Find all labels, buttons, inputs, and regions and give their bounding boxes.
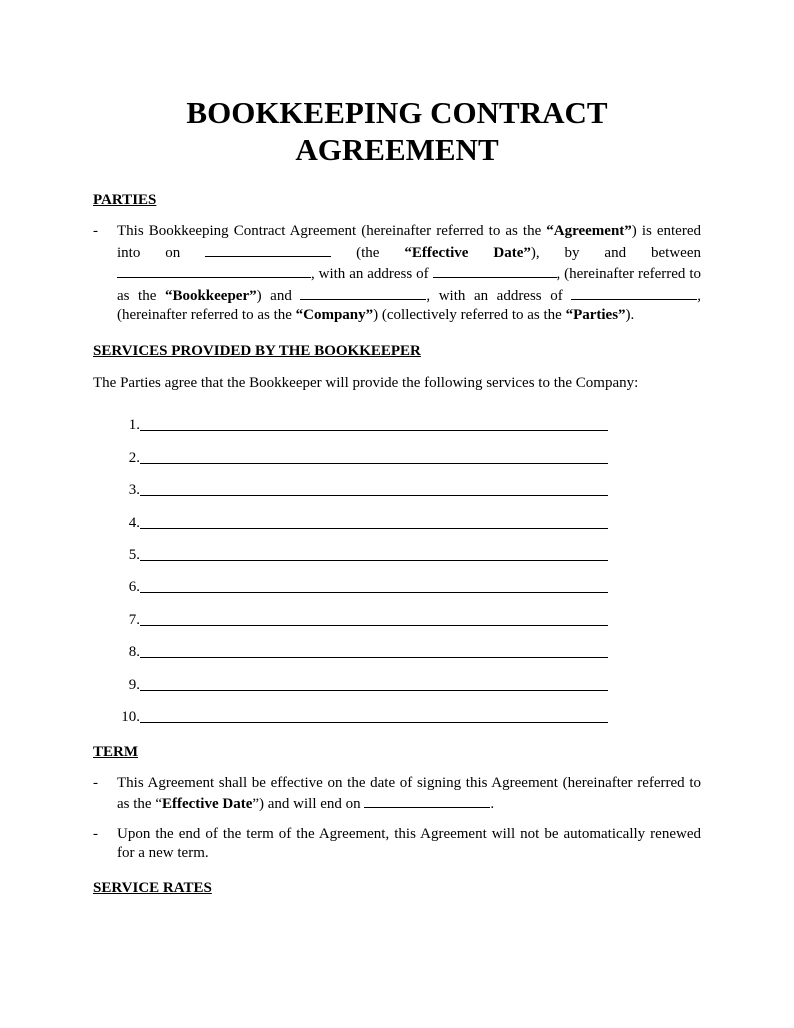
service-item: 1.: [93, 403, 701, 435]
parties-text: This Bookkeeping Contract Agreement (hereinafter referred to as the “Agreement”) is entered into on (the “Effective Date”), by and between , with an address of , (hereinafter referred to as the “Bookkeeper”) and , with an address of , (hereinafter referred to as the “Company”) (collectively referred to as the “Parties”).: [117, 223, 702, 323]
title-line-2: AGREEMENT: [295, 132, 499, 167]
service-rates-heading: SERVICE RATES: [93, 879, 212, 896]
company-address-blank[interactable]: [571, 285, 697, 300]
service-blank-line[interactable]: [140, 418, 608, 431]
service-blank-line[interactable]: [140, 483, 608, 496]
document-title: [93, 94, 701, 168]
service-item: 9.: [93, 662, 701, 694]
service-blank-line[interactable]: [140, 548, 608, 561]
service-item: 4.: [93, 500, 701, 532]
document-page: [93, 0, 701, 897]
service-blank-line[interactable]: [140, 678, 608, 691]
service-blank-line[interactable]: [140, 710, 608, 723]
service-item: 10.: [93, 695, 701, 727]
services-list: [93, 403, 701, 727]
service-item: 8.: [93, 630, 701, 662]
service-item: 3.: [93, 468, 701, 500]
term-text-2: Upon the end of the term of the Agreement, this Agreement will not be automatically renewed for a new term.: [117, 825, 701, 862]
service-blank-line[interactable]: [140, 580, 608, 593]
service-blank-line[interactable]: [140, 645, 608, 658]
service-item: 5.: [93, 533, 701, 565]
service-blank-line[interactable]: [140, 613, 608, 626]
service-item: 6.: [93, 565, 701, 597]
parties-heading: PARTIES: [93, 192, 157, 208]
title-line-1: BOOKKEEPING CONTRACT: [186, 95, 608, 130]
service-blank-line[interactable]: [140, 451, 608, 464]
bullet-dash: -: [93, 825, 98, 842]
service-item: 2.: [93, 435, 701, 467]
service-blank-line[interactable]: [140, 516, 608, 529]
term-clause-2: [93, 825, 701, 864]
services-intro: The Parties agree that the Bookkeeper will provide the following services to the Company:: [93, 374, 639, 391]
company-name-blank[interactable]: [300, 285, 426, 300]
bookkeeper-address-blank[interactable]: [433, 263, 557, 278]
bookkeeper-name-blank[interactable]: [117, 263, 311, 278]
term-clause-1: [93, 774, 701, 815]
effective-date-blank[interactable]: [205, 242, 331, 257]
term-text-1: This Agreement shall be effective on the date of signing this Agreement (hereinafter referred to as the “Effective Date”) and will end on .: [117, 774, 701, 813]
bullet-dash: -: [93, 774, 98, 791]
term-heading: TERM: [93, 743, 138, 760]
bullet-dash: -: [93, 223, 98, 239]
service-item: 7.: [93, 597, 701, 629]
parties-clause: [93, 222, 701, 326]
services-heading: SERVICES PROVIDED BY THE BOOKKEEPER: [93, 342, 421, 359]
end-date-blank[interactable]: [364, 793, 490, 808]
